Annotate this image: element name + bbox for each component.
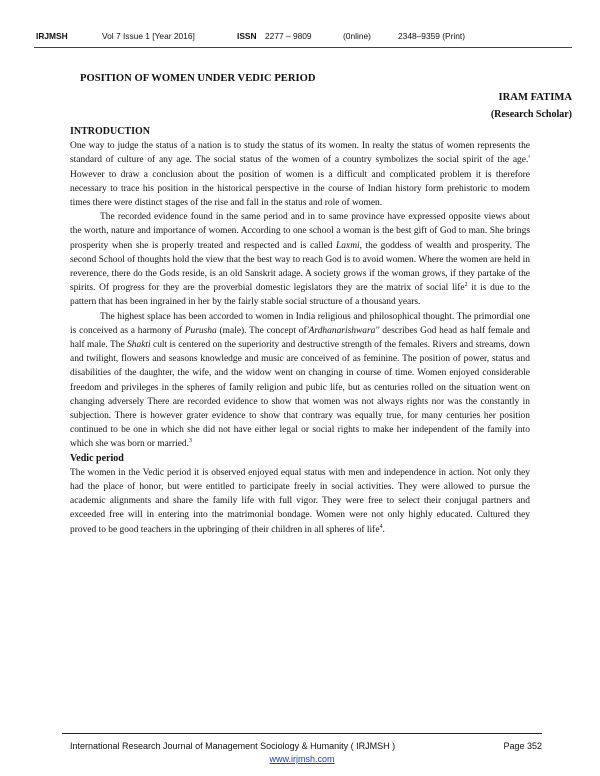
journal-abbrev: IRJMSH <box>36 31 68 41</box>
article-title: POSITION OF WOMEN UNDER VEDIC PERIOD <box>80 73 316 84</box>
online-label: (0nline) <box>343 31 371 41</box>
header-divider <box>34 47 572 48</box>
issn-label: ISSN <box>237 31 257 41</box>
paragraph-2: The recorded evidence found in the same period and in to same province have expressed opposite views about the worth, nature and importance of women. According to one school a woman is the best gift of God to man. She brings prosperity when she is properly treated and respected and is called Laxmi, the goddess of wealth and prosperity. The second School of thoughts hold the view that the best way to reach God is to avoid women. Where the women are held in reverence, there do the Gods reside, is an old Sanskrit adage. A society grows if the woman grows, if they partake of the spirits. Of progress for they are the proverbial domestic legislators they are the matrix of social life$^2$ it is due to the pattern that has been ingrained in her by the fairly stable social structure of a thousand years. <box>70 212 530 308</box>
footnote-ref-2: 2 <box>464 282 468 289</box>
author-role: (Research Scholar) <box>490 109 572 120</box>
paragraph-1: One way to judge the status of a nation is to study the status of its women. In realty the status of women represents the standard of culture of any age. The social status of the women of a country symbolizes the social spirit of the age.' However to draw a conclusion about the position of women is a difficult and complicated problem it is therefore necessary to trace his position in the historical perspective in the course of Indian history form prehistoric to modem times there were distinct stages of the rise and fall in the status and role of women. <box>70 141 530 209</box>
section-heading-vedic-period: Vedic period <box>70 452 124 464</box>
paragraph-3: The highest splace has been accorded to women in India religious and philosophical thought. The primordial one is conceived as a harmony of Purusha (male). The concept of'Ardhanarishwara'' describes God head as half female and half male. The Shakti cult is centered on the superiority and destructive strength of the females. Rivers and streams, down and twilight, flowers and seasons knowledge and music are conceived of as feminine. The position of power, status and disabilities of the daughter, the wife, and the widow went on changing in course of time. Women enjoyed considerable freedom and privileges in the spheres of family religion and pubic life, but as centuries rolled on the situation went on changing adversely There are recorded evidence to show that women was not always rights nor was the constantly in subjection. There is however grater evidence to show that contrary was equally true, for many centuries her position continued to be one in which she did not have either legal or social rights to make her independent of the family into which she was born or married.$^3$ <box>70 311 530 450</box>
section-heading-introduction: INTRODUCTION <box>70 126 151 137</box>
footer-divider <box>62 733 542 734</box>
journal-website-link[interactable]: www.irjmsh.com <box>269 754 335 764</box>
article-body <box>70 125 530 537</box>
term-laxmi: Laxmi, <box>336 240 362 251</box>
term-purusha: Purusha <box>184 325 217 336</box>
term-ardhanarishwara: 'Ardhanarishwara'' <box>306 325 380 336</box>
footnote-ref-3: 3 <box>188 438 192 445</box>
issn-value: 2277 – 9809 <box>265 31 312 41</box>
footer-journal-name: International Research Journal of Management Sociology & Humanity ( IRJMSH ) <box>70 741 396 751</box>
footnote-ref-4: 4 <box>379 523 383 530</box>
paragraph-4: The women in the Vedic period it is observed enjoyed equal status with men and independence in action. Not only they had the place of honor, but were entitled to participate freely in social activities. They were allowed to pursue the academic alignments and share the family life with full vigor. They were free to select their conjugal partners and exceeded free will in entering into the matrimonial bondage. Women were not only highly educated. Cultured they proved to be good teachers in the upbringing of their children in all spheres of life$^4$. <box>70 467 530 535</box>
volume-issue: Vol 7 Issue 1 [Year 2016] <box>102 31 195 41</box>
print-issn: 2348–9359 (Print) <box>398 31 466 41</box>
author-name: IRAM FATIMA <box>498 92 572 103</box>
term-shakti: Shakti <box>127 340 151 351</box>
page-number: Page 352 <box>503 741 542 751</box>
